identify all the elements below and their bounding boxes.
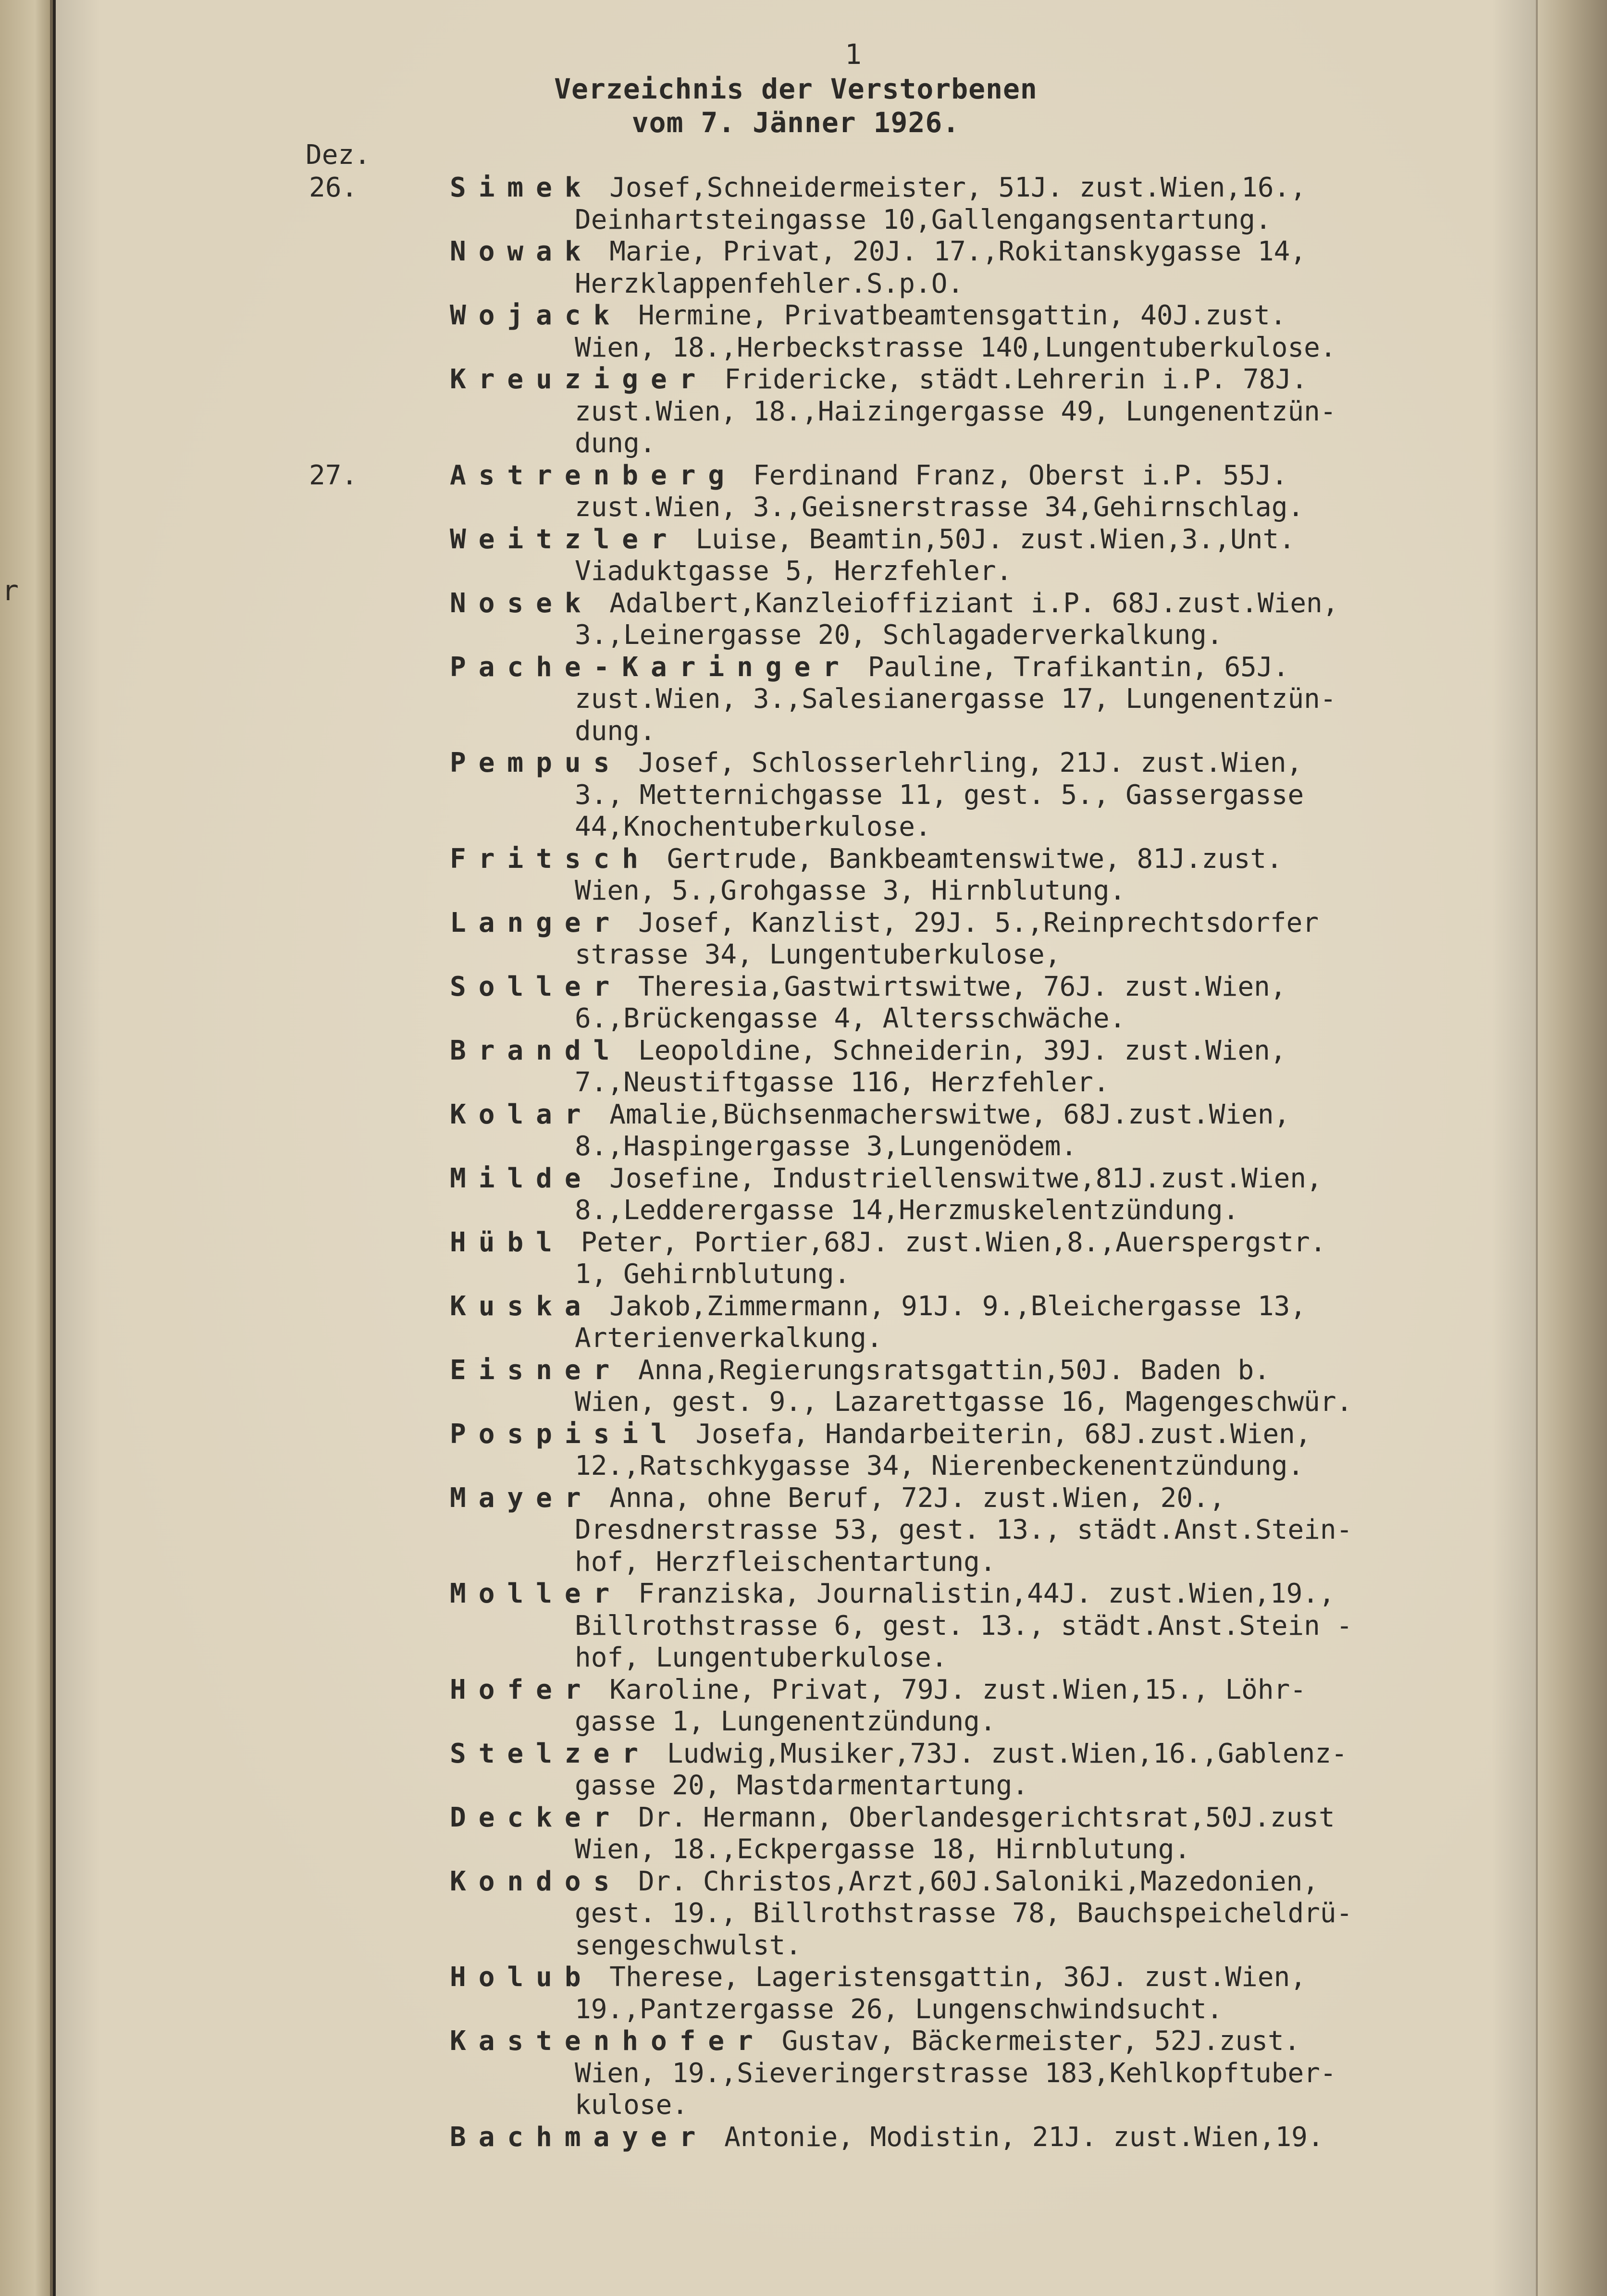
entry-first-line <box>450 1738 1579 1770</box>
document-title: Verzeichnis der Verstorbenen <box>554 73 1038 105</box>
entry-text: Deinhartsteingasse 10,Gallengangsentartung. <box>575 204 1272 235</box>
register-entry <box>310 1291 1579 1355</box>
right-page-edge <box>1536 0 1607 2296</box>
entry-text: Viaduktgasse 5, Herzfehler. <box>575 555 1013 587</box>
entry-continuation-line <box>450 1067 1579 1099</box>
entry-text: kulose. <box>575 2089 689 2121</box>
entry-continuation-line <box>450 204 1579 236</box>
surname: Pospisil <box>450 1418 680 1450</box>
entry-continuation-line <box>450 716 1579 748</box>
entry-text: Herzklappenfehler.S.p.O. <box>575 268 964 299</box>
entry-continuation-line <box>450 1450 1579 1482</box>
entry-text: 1, Gehirnblutung. <box>575 1259 851 1290</box>
entry-text: Fridericke, städt.Lehrerin i.P. 78J. <box>724 364 1308 395</box>
entry-text: Amalie,Büchsenmacherswitwe, 68J.zust.Wien, <box>609 1099 1290 1130</box>
entry-text: 3., Metternichgasse 11, gest. 5., Gassergasse <box>575 779 1304 811</box>
register-entry <box>310 1035 1579 1099</box>
entry-continuation-line <box>450 268 1579 300</box>
register-entry <box>310 1578 1579 1674</box>
register-entry <box>310 524 1579 588</box>
previous-page-edge <box>0 0 53 2296</box>
entry-continuation-line <box>450 1706 1579 1738</box>
register-entry <box>310 1163 1579 1227</box>
entry-continuation-line <box>450 1770 1579 1802</box>
entry-continuation-line <box>450 939 1579 971</box>
entry-continuation-line <box>450 396 1579 428</box>
entry-first-line <box>450 971 1579 1003</box>
register-entry <box>310 2122 1579 2154</box>
entry-first-line <box>450 236 1579 268</box>
entry-day: 26. <box>309 172 358 203</box>
entry-text: Pauline, Trafikantin, 65J. <box>867 651 1289 683</box>
entry-first-line <box>450 1962 1579 1994</box>
surname: Pache-Karinger <box>450 651 852 683</box>
entry-continuation-line <box>450 875 1579 907</box>
entry-text: zust.Wien, 3.,Salesianergasse 17, Lungenentzün- <box>575 683 1336 715</box>
entry-continuation-line <box>450 492 1579 524</box>
entry-first-line <box>450 1099 1579 1131</box>
entry-text: Hermine, Privatbeamtensgattin, 40J.zust. <box>638 300 1286 331</box>
surname: Hübl <box>450 1226 565 1258</box>
entry-text: Anna, ohne Beruf, 72J. zust.Wien, 20., <box>609 1482 1225 1514</box>
entry-text: strasse 34, Lungentuberkulose, <box>575 939 1061 970</box>
entry-text: Wien, 19.,Sieveringerstrasse 183,Kehlkopftuber- <box>575 2057 1336 2089</box>
entry-first-line <box>450 1291 1579 1323</box>
entry-first-line <box>450 1578 1579 1610</box>
entry-text: 19.,Pantzergasse 26, Lungenschwindsucht. <box>575 1993 1223 2025</box>
entry-first-line <box>450 747 1579 779</box>
surname: Nowak <box>450 236 593 267</box>
entry-text: zust.Wien, 3.,Geisnerstrasse 34,Gehirnschlag. <box>575 492 1304 523</box>
entry-text: 44,Knochentuberkulose. <box>575 811 931 842</box>
entry-text: Marie, Privat, 20J. 17.,Rokitanskygasse 14, <box>609 236 1307 267</box>
entry-text: Luise, Beamtin,50J. zust.Wien,3.,Unt. <box>695 523 1295 555</box>
month-label: Dez. <box>306 139 371 171</box>
entry-continuation-line <box>450 1514 1579 1546</box>
surname: Weitzler <box>450 523 680 555</box>
entry-first-line <box>450 1866 1579 1898</box>
register-entry <box>310 747 1579 843</box>
entry-text: Antonie, Modistin, 21J. zust.Wien,19. <box>724 2121 1324 2153</box>
entry-first-line <box>450 1163 1579 1195</box>
entry-text: Dr. Hermann, Oberlandesgerichtsrat,50J.zust <box>638 1802 1335 1833</box>
register-entry <box>310 971 1579 1035</box>
entry-text: Wien, 5.,Grohgasse 3, Hirnblutung. <box>575 875 1126 906</box>
entry-text: 3.,Leinergasse 20, Schlagaderverkalkung. <box>575 619 1223 651</box>
entry-text: Therese, Lageristensgattin, 36J. zust.Wien, <box>609 1962 1307 1993</box>
entry-text: Josef, Kanzlist, 29J. 5.,Reinprechtsdorfer <box>638 907 1319 938</box>
entry-first-line <box>450 1227 1579 1259</box>
entry-continuation-line <box>450 779 1579 812</box>
surname: Fritsch <box>450 843 651 875</box>
register-entry <box>310 1962 1579 2025</box>
entry-continuation-line <box>450 683 1579 716</box>
register-entry <box>310 364 1579 460</box>
entry-text: Josefine, Industriellenswitwe,81J.zust.Wien, <box>609 1162 1323 1194</box>
death-register-entries <box>310 172 1579 2153</box>
entry-text: Theresia,Gastwirtswitwe, 76J. zust.Wien, <box>638 971 1286 1002</box>
margin-fragment: r <box>2 574 19 607</box>
entry-continuation-line <box>450 332 1579 364</box>
surname: Kondos <box>450 1865 622 1897</box>
surname: Eisner <box>450 1354 622 1386</box>
surname: Brandl <box>450 1035 622 1066</box>
entry-text: 12.,Ratschkygasse 34, Nierenbeckenentzündung. <box>575 1450 1304 1481</box>
entry-first-line <box>450 1674 1579 1706</box>
register-entry <box>310 1738 1579 1802</box>
entry-text: Josefa, Handarbeiterin, 68J.zust.Wien, <box>695 1418 1311 1450</box>
register-entry <box>310 236 1579 300</box>
page-number: 1 <box>845 38 862 71</box>
entry-continuation-line <box>450 1642 1579 1674</box>
surname: Soller <box>450 971 622 1002</box>
entry-continuation-line <box>450 1386 1579 1419</box>
entry-continuation-line <box>450 2089 1579 2122</box>
document-subtitle: vom 7. Jänner 1926. <box>631 106 960 139</box>
register-entry <box>310 1227 1579 1291</box>
entry-first-line <box>450 907 1579 939</box>
entry-text: Wien, 18.,Herbeckstrasse 140,Lungentuberkulose. <box>575 332 1336 363</box>
document-page <box>56 0 1536 2296</box>
register-entry <box>310 588 1579 652</box>
entry-text: gasse 20, Mastdarmentartung. <box>575 1770 1029 1801</box>
register-entry <box>310 300 1579 364</box>
entry-continuation-line <box>450 428 1579 460</box>
entry-text: Billrothstrasse 6, gest. 13., städt.Anst.Stein - <box>575 1610 1353 1642</box>
register-entry <box>310 843 1579 907</box>
entry-first-line <box>450 652 1579 684</box>
register-entry <box>310 1674 1579 1738</box>
surname: Simek <box>450 172 593 203</box>
surname: Kuska <box>450 1290 593 1322</box>
entry-first-line <box>450 1482 1579 1515</box>
entry-text: Adalbert,Kanzleioffiziant i.P. 68J.zust.Wien, <box>609 587 1339 619</box>
entry-text: Karoline, Privat, 79J. zust.Wien,15., Löhr- <box>609 1674 1307 1705</box>
register-entry <box>310 1355 1579 1419</box>
entry-first-line <box>450 300 1579 332</box>
entry-first-line <box>450 1419 1579 1451</box>
entry-text: Anna,Regierungsratsgattin,50J. Baden b. <box>638 1354 1270 1386</box>
surname: Mayer <box>450 1482 593 1514</box>
surname: Stelzer <box>450 1738 651 1769</box>
entry-continuation-line <box>450 2058 1579 2090</box>
register-entry <box>310 1866 1579 1962</box>
entry-text: Dr. Christos,Arzt,60J.Saloniki,Mazedonien, <box>638 1865 1319 1897</box>
entry-text: gest. 19., Billrothstrasse 78, Bauchspeicheldrü- <box>575 1898 1353 1929</box>
entry-first-line <box>450 524 1579 556</box>
entry-continuation-line <box>450 1322 1579 1355</box>
surname: Wojack <box>450 300 622 331</box>
surname: Astrenberg <box>450 459 737 491</box>
entry-text: sengeschwulst. <box>575 1929 802 1961</box>
register-entry <box>310 652 1579 748</box>
surname: Bachmayer <box>450 2121 708 2153</box>
entry-continuation-line <box>450 555 1579 588</box>
entry-continuation-line <box>450 1003 1579 1035</box>
entry-text: zust.Wien, 18.,Haizingergasse 49, Lungenentzün- <box>575 395 1336 427</box>
entry-first-line <box>450 2122 1579 2154</box>
entry-continuation-line <box>450 811 1579 843</box>
entry-continuation-line <box>450 1131 1579 1163</box>
entry-continuation-line <box>450 1195 1579 1227</box>
surname: Decker <box>450 1802 622 1833</box>
surname: Kolar <box>450 1099 593 1130</box>
entry-text: hof, Lungentuberkulose. <box>575 1642 948 1673</box>
entry-first-line <box>450 843 1579 876</box>
entry-continuation-line <box>450 1546 1579 1579</box>
entry-text: 8.,Haspingergasse 3,Lungenödem. <box>575 1131 1077 1162</box>
register-entry <box>310 460 1579 524</box>
register-entry <box>310 1802 1579 1866</box>
surname: Hofer <box>450 1674 593 1705</box>
entry-text: Josef,Schneidermeister, 51J. zust.Wien,16., <box>609 172 1307 203</box>
surname: Milde <box>450 1162 593 1194</box>
register-entry <box>310 1099 1579 1163</box>
entry-text: gasse 1, Lungenentzündung. <box>575 1706 996 1737</box>
register-entry <box>310 1419 1579 1482</box>
entry-first-line <box>450 364 1579 396</box>
entry-text: dung. <box>575 428 656 459</box>
entry-continuation-line <box>450 1610 1579 1642</box>
entry-text: Dresdnerstrasse 53, gest. 13., städt.Anst.Stein- <box>575 1514 1353 1545</box>
entry-first-line <box>450 1355 1579 1387</box>
entry-text: Ferdinand Franz, Oberst i.P. 55J. <box>753 459 1288 491</box>
entry-first-line <box>450 1035 1579 1067</box>
entry-text: Arterienverkalkung. <box>575 1322 883 1354</box>
entry-continuation-line <box>450 1930 1579 1962</box>
entry-text: Gustav, Bäckermeister, 52J.zust. <box>781 2025 1300 2057</box>
surname: Kastenhofer <box>450 2025 766 2057</box>
entry-text: Ludwig,Musiker,73J. zust.Wien,16.,Gablenz- <box>667 1738 1347 1769</box>
surname: Kreuziger <box>450 364 708 395</box>
entry-text: Peter, Portier,68J. zust.Wien,8.,Auerspergstr. <box>581 1226 1326 1258</box>
entry-text: Franziska, Journalistin,44J. zust.Wien,19., <box>638 1578 1335 1609</box>
entry-continuation-line <box>450 1834 1579 1866</box>
surname: Pempus <box>450 747 622 778</box>
entry-text: Josef, Schlosserlehrling, 21J. zust.Wien, <box>638 747 1303 778</box>
surname: Nosek <box>450 587 593 619</box>
entry-text: 7.,Neustiftgasse 116, Herzfehler. <box>575 1067 1110 1098</box>
entry-first-line <box>450 1802 1579 1834</box>
surname: Holub <box>450 1962 593 1993</box>
entry-text: Gertrude, Bankbeamtenswitwe, 81J.zust. <box>667 843 1283 875</box>
entry-text: Jakob,Zimmermann, 91J. 9.,Bleichergasse 13, <box>609 1290 1307 1322</box>
surname: Moller <box>450 1578 622 1609</box>
entry-first-line <box>450 2025 1579 2058</box>
entry-continuation-line <box>450 1259 1579 1291</box>
entry-text: 6.,Brückengasse 4, Altersschwäche. <box>575 1003 1126 1034</box>
register-entry <box>310 172 1579 236</box>
entry-continuation-line <box>450 619 1579 652</box>
entry-first-line <box>450 460 1579 492</box>
register-entry <box>310 2025 1579 2122</box>
entry-continuation-line <box>450 1994 1579 2026</box>
entry-first-line <box>450 172 1579 204</box>
entry-text: Wien, 18.,Eckpergasse 18, Hirnblutung. <box>575 1834 1191 1865</box>
entry-text: 8.,Ledderergasse 14,Herzmuskelentzündung. <box>575 1195 1239 1226</box>
entry-first-line <box>450 588 1579 620</box>
entry-text: hof, Herzfleischentartung. <box>575 1546 996 1578</box>
entry-day: 27. <box>309 459 358 491</box>
entry-continuation-line <box>450 1898 1579 1930</box>
entry-text: Wien, gest. 9., Lazarettgasse 16, Magengeschwür. <box>575 1386 1353 1418</box>
surname: Langer <box>450 907 622 938</box>
entry-text: Leopoldine, Schneiderin, 39J. zust.Wien, <box>638 1035 1286 1066</box>
entry-text: dung. <box>575 715 656 747</box>
register-entry <box>310 907 1579 971</box>
register-entry <box>310 1482 1579 1579</box>
